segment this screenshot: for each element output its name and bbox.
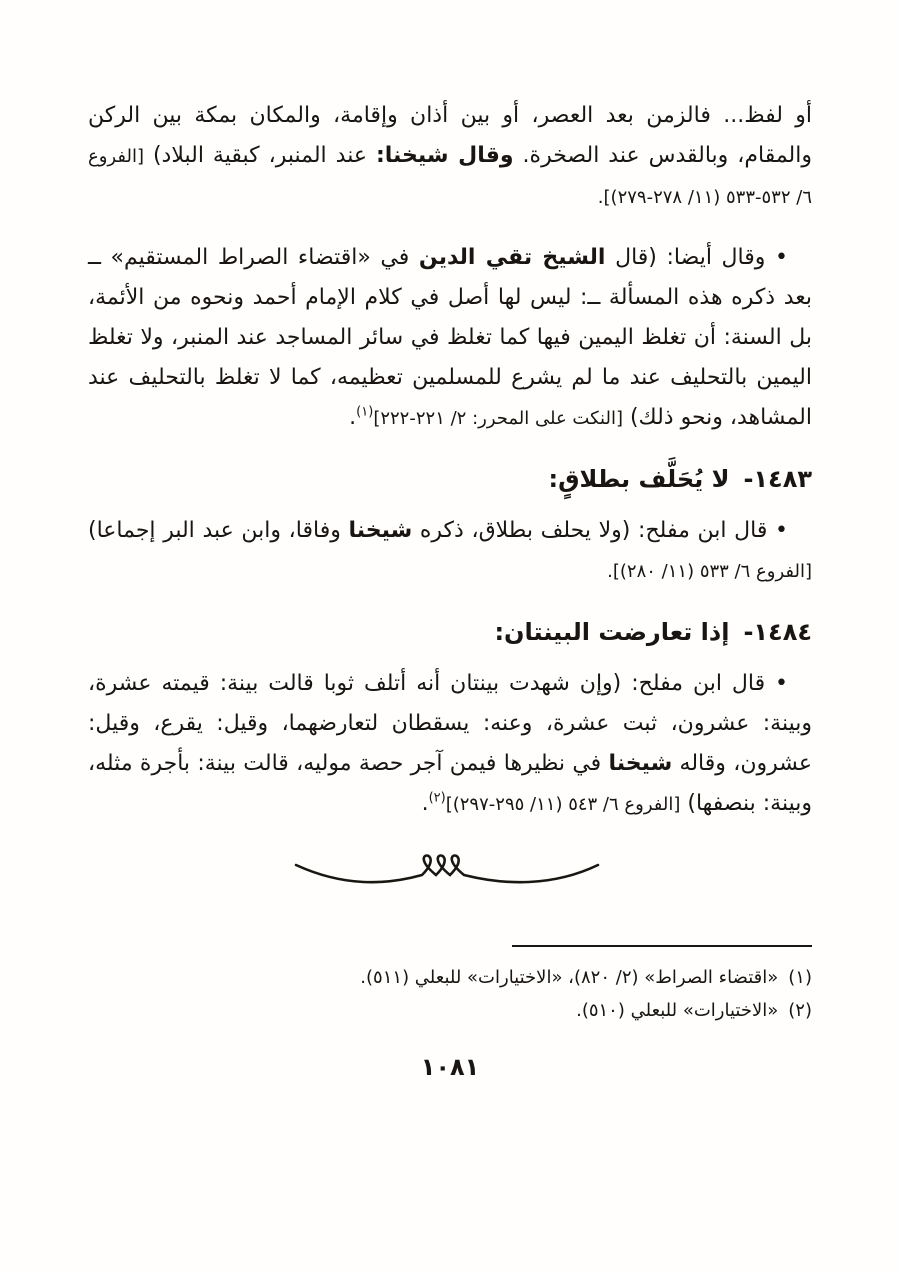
footnote-marker: (٢) (788, 1000, 812, 1021)
footnote-text: «الاختيارات» للبعلي (٥١٠). (576, 1000, 779, 1021)
section-number: ١٤٨٣- (743, 465, 812, 493)
footnote-separator (512, 945, 812, 947)
footnote-marker: (١) (788, 967, 812, 988)
paragraph-ibn-muflih-1: • قال ابن مفلح: (ولا يحلف بطلاق، ذكره شيخنا وفاقا، وابن عبد البر إجماعا) [الفروع ٦/ ٥٣٣ (١١/ ٢٨٠)]. (88, 518, 812, 582)
section-number: ١٤٨٤- (743, 618, 812, 646)
section-title: لا يُحَلَّف بطلاقٍ: (548, 465, 730, 493)
paragraph-ibn-muflih-2: • قال ابن مفلح: (وإن شهدت بينتان أنه أتلف ثوبا قالت بينة: قيمته عشرة، وبينة: عشرون، ثبت عشرة، وعنه: يسقطان لتعارضهما، وقيل: يقرع، وقيل: عشرون، وقاله شيخنا في نظيرها فيمن آجر حصة موليه، قالت بينة: بأجرة مثله، وبينة: بنصفها) [الفروع ٦/ ٥٤٣ (١١/ ٢٩٥-٢٩٧)]$^{(٢)}$. (88, 671, 812, 816)
section-heading-1484 (88, 618, 812, 646)
page-number: ١٠٨١ (420, 1053, 480, 1081)
section-title: إذا تعارضت البينتان: (494, 618, 730, 646)
footnote-2 (88, 994, 812, 1027)
paragraph-continuation: أو لفظ... فالزمن بعد العصر، أو بين أذان وإقامة، والمكان بمكة بين الركن والمقام، وبالقدس عند الصخرة. وقال شيخنا: عند المنبر، كبقية البلاد) [الفروع ٦/ ٥٣٢-٥٣٣ (١١/ ٢٧٨-٢٧٩)]. (88, 103, 812, 208)
calligraphic-flourish-icon (290, 851, 610, 895)
section-end-ornament (88, 851, 812, 899)
footnotes-section (88, 945, 812, 1027)
paragraph-quote-iqtida: • وقال أيضا: (قال الشيخ تقي الدين في «اقتضاء الصراط المستقيم» ــ بعد ذكره هذه المسألة ــ: ليس لها أصل في كلام الإمام أحمد ونحوه من الأئمة، بل السنة: أن تغلظ اليمين فيها كما تغلظ في سائر المساجد عند المنبر، ولا تغلظ اليمين بالتحليف عند ما لم يشرع للمسلمين تعظيمه، كما لا تغلظ بالتحليف عند المشاهد، ونحو ذلك) [النكت على المحرر: ٢/ ٢٢١-٢٢٢]$^{(١)}$. (88, 245, 812, 430)
section-heading-1483 (88, 465, 812, 493)
footnote-1 (88, 961, 812, 994)
footnote-text: «اقتضاء الصراط» (٢/ ٨٢٠)، «الاختيارات» للبعلي (٥١١). (360, 967, 779, 988)
